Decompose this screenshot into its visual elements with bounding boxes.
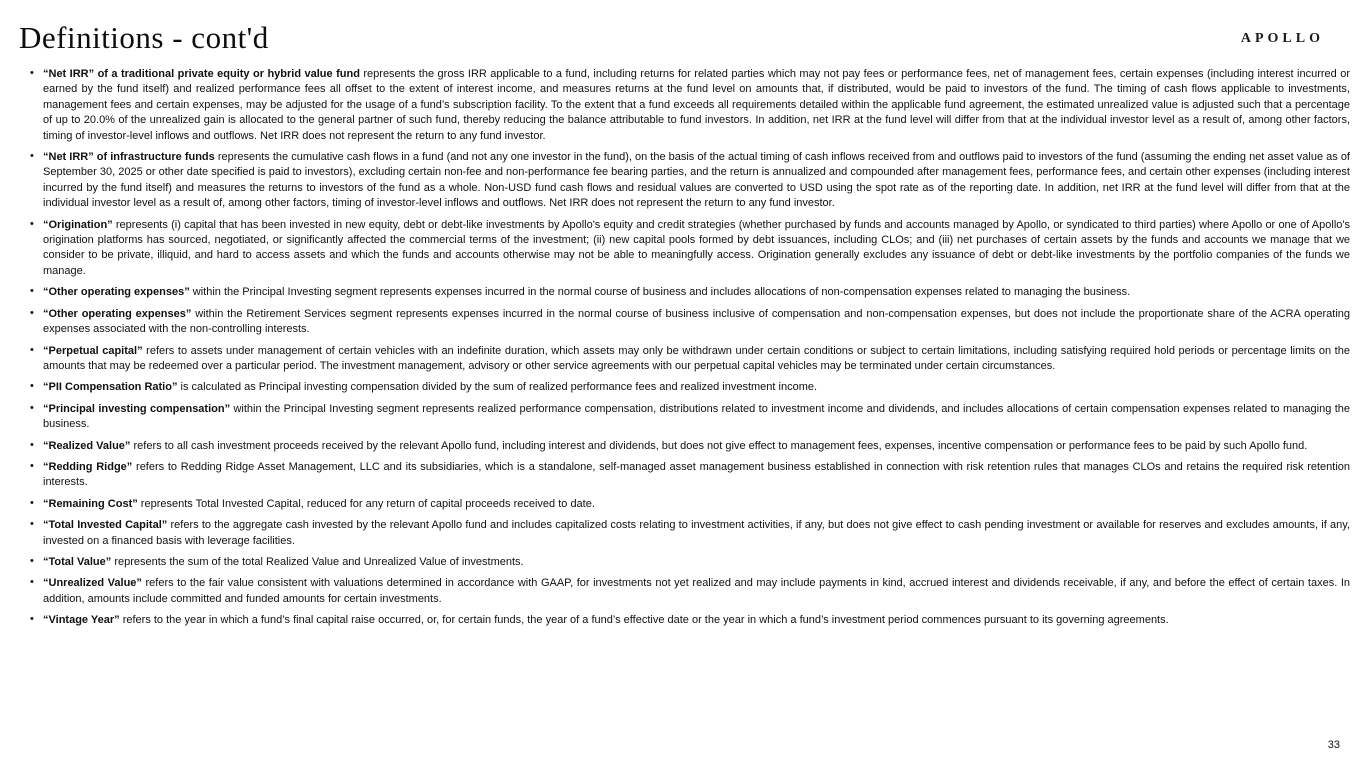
definition-body: represents the sum of the total Realized Value and Unrealized Value of investments. [111,555,524,568]
bullet-icon: • [30,576,34,589]
definition-body: represents (i) capital that has been invested in new equity, debt or debt-like investments by Apollo's equity and credit strategies (whether purchased by funds and accounts managed by Apollo, or syndicated to third parties) where Apollo or one of Apollo's origination platforms has sourced, negotiated, or significantly affected the commercial terms of the investment; (ii) new capital pools formed by debt issuances, including CLOs; and (iii) net purchases of certain assets by the funds and accounts we manage that we consider to be private, illiquid, and hard to access assets and which the funds and accounts otherwise may not be able to meaningfully access. Origination generally excludes any issuance of debt or debt-like investments by the portfolio companies of the funds we manage. [43,218,1350,277]
bullet-icon: • [30,306,34,319]
definition-item [30,439,1350,454]
definition-term: “Net IRR” of a traditional private equity or hybrid value fund [43,68,360,80]
definition-body: refers to the fair value consistent with valuations determined in accordance with GAAP, for investments not yet realized and may include payments in kind, accrued interest and dividends receivable, if any, and before the effect of certain taxes. In addition, amounts include committed and funded amounts for certain investments. [43,577,1350,605]
definition-item [30,576,1350,607]
bullet-icon: • [30,343,34,356]
definition-body: within the Principal Investing segment represents expenses incurred in the normal course of business and includes allocations of non-compensation expenses related to managing the business. [189,286,1131,299]
bullet-icon: • [30,613,34,626]
definition-term: “Remaining Cost” [43,497,138,510]
definition-body: refers to the aggregate cash invested by the relevant Apollo fund and includes capitalized costs relating to investment activities, if any, but does not give effect to cash pending investment or available for reserves and excludes amounts, if any, invested on a financed basis with leverage facilities. [43,519,1351,547]
bullet-icon: • [30,518,34,531]
definition-item [30,344,1350,375]
definition-body: refers to all cash investment proceeds received by the relevant Apollo fund, including interest and dividends, but does not give effect to management fees, expenses, incentive compensation or performance fees to be paid by such Apollo fund. [130,439,1308,452]
definition-term: “Other operating expenses” [43,307,192,320]
definition-body: represents the gross IRR applicable to a fund, including returns for related parties which may not pay fees or performance fees, net of management fees, certain expenses (including interest incurred or earned by the fund itself) and realized performance fees all offset to the extent of interest income, and measures returns at the fund level on amounts that, if distributed, would be paid to investors of the fund. The timing of cash flows applicable to investments, management fees and certain expenses, may be adjusted for the usage of a fund’s subscription facility. To the extent that a fund exceeds all requirements detailed within the applicable fund agreement, the estimated unrealized value is adjusted such that a percentage of up to 20.0% of the unrealized gain is allocated to the general partner of such fund, thereby reducing the balance attributable to fund investors. In addition, net IRR at the fund level will differ from that at the individual investor level as a result of, among other factors, timing of investor-level inflows and outflows. Net IRR does not represent the return to any fund investor. [43,68,1350,142]
definition-body: refers to Redding Ridge Asset Management, LLC and its subsidiaries, which is a standalone, self-managed asset management business established in connection with risk retention rules that manages CLOs and retains the required risk retention interests. [43,460,1350,489]
definition-body: represents Total Invested Capital, reduced for any return of capital proceeds received to date. [137,497,595,510]
definition-body: within the Principal Investing segment represents realized performance compensation, distributions related to investment income and dividends, and includes allocations of certain compensation expenses related to managing the business. [43,402,1350,431]
definition-item [30,218,1350,280]
definition-item [30,460,1350,491]
bullet-icon: • [30,554,34,567]
definition-item [30,380,1350,395]
apollo-logo: APOLLO [1240,31,1324,46]
definition-body: refers to the year in which a fund’s final capital raise occurred, or, for certain funds, the year of a fund’s effective date or the year in which a fund’s investment period commences pursuant to its governing agreements. [119,614,1169,627]
definition-term: “PII Compensation Ratio” [43,381,178,394]
definition-term: “Other operating expenses” [43,286,190,299]
definition-body: represents the cumulative cash flows in a fund (and not any one investor in the fund), on the basis of the actual timing of cash inflows received from and outflows paid to investors of the fund (assuming the ending net asset value as of September 30, 2025 or other date specified is paid to investors), excluding certain non-fee and non-performance fee bearing parties, and the return is annualized and compounded after management fees, performance fees, and certain other expenses (including interest incurred by the fund itself) and measures the returns to investors of the fund as a whole. Non-USD fund cash flows and residual values are converted to USD using the spot rate as of the reporting date. In addition, net IRR at the fund level will differ from that at the individual investor level as a result of, among other factors, timing of investor-level inflows and outflows. Net IRR does not represent the return to any fund investor. [43,151,1350,210]
bullet-icon: • [30,438,34,451]
definition-body: within the Retirement Services segment represents expenses incurred in the normal course of business inclusive of compensation and non-compensation expenses, but does not include the proportionate share of the ACRA operating expenses associated with the non-controlling interests. [43,307,1350,336]
definition-term: “Origination” [43,218,113,231]
definition-term: “Perpetual capital” [43,344,143,357]
definition-term: “Principal investing compensation” [43,402,231,415]
definition-item [30,285,1350,300]
definition-term: “Total Invested Capital” [43,519,168,532]
definition-item [30,402,1350,433]
definition-item [30,613,1350,628]
definition-item [30,67,1350,144]
definition-term: “Vintage Year” [43,614,120,627]
definition-item [30,497,1350,512]
definition-body: refers to assets under management of certain vehicles with an indefinite duration, which assets may only be withdrawn under certain conditions or subject to certain limitations, including satisfying required hold periods or percentage limits on the amounts that may be redeemed over a particular period. The investment management, advisory or other service agreements with our perpetual capital vehicles may be terminated under certain circumstances. [43,344,1350,372]
bullet-icon: • [30,67,34,79]
bullet-icon: • [30,380,34,393]
definition-item [30,518,1350,549]
definition-term: “Net IRR” of infrastructure funds [43,151,215,164]
definition-item [30,150,1350,212]
bullet-icon: • [30,217,34,230]
page-number: 33 [1327,739,1340,751]
bullet-icon: • [30,401,34,414]
bullet-icon: • [30,285,34,298]
definitions-list [30,67,1350,635]
bullet-icon: • [30,496,34,509]
definition-item [30,307,1350,338]
definition-body: is calculated as Principal investing compensation divided by the sum of realized performance fees and realized investment income. [177,381,818,394]
definition-term: “Redding Ridge” [43,460,133,473]
definition-item [30,555,1350,570]
bullet-icon: • [30,150,34,163]
definition-term: “Unrealized Value” [43,577,142,590]
definition-term: “Total Value” [43,555,112,568]
bullet-icon: • [30,459,34,472]
definition-term: “Realized Value” [43,439,131,452]
page-title: Definitions - cont'd [19,20,269,55]
